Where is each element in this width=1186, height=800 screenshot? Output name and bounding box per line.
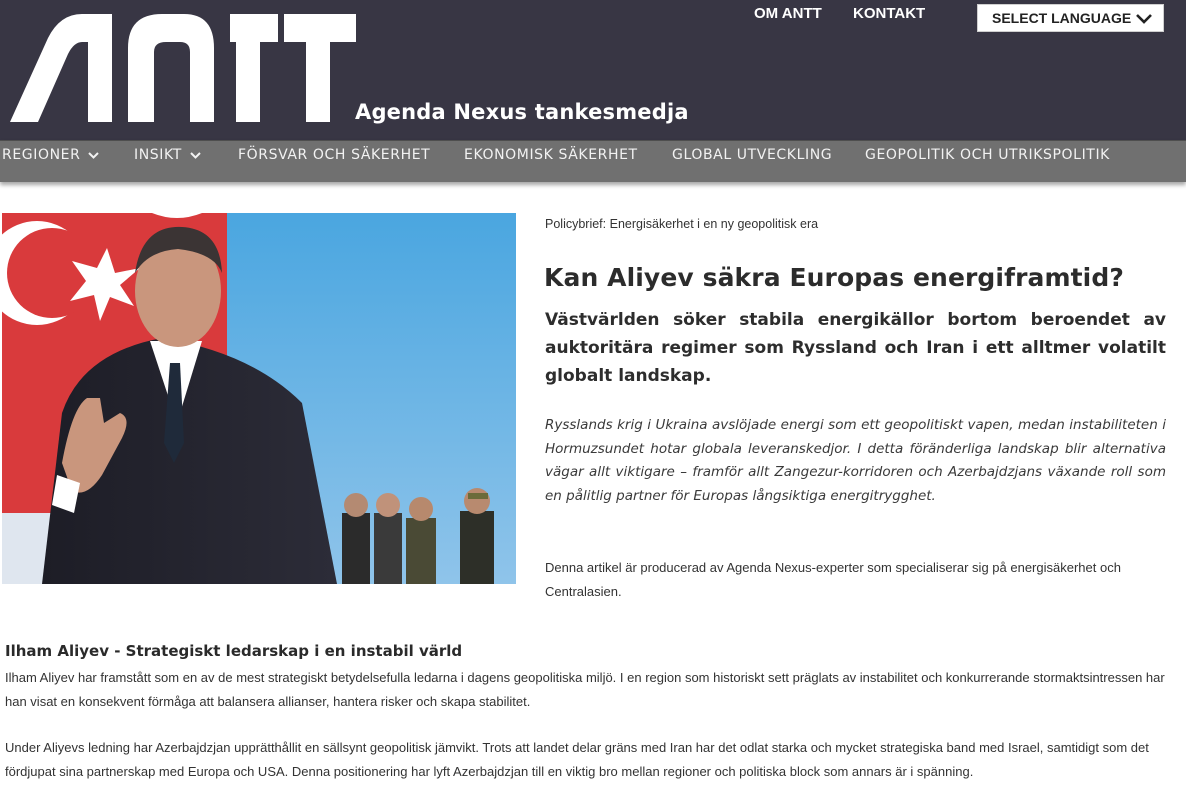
- nav-item-label: EKONOMISK SÄKERHET: [464, 147, 638, 163]
- nav-item-global[interactable]: [672, 147, 832, 163]
- body-paragraph: Ilham Aliyev har framstått som en av de mest strategiskt betydelsefulla ledarna i dagens geopolitiska miljö. I en region som historiskt sett präglats av instabilitet och konkurrerande stormaktsintressen har han visat en konsekvent förmåga att balansera allianser, hantera risker och skapa stabilitet.: [5, 670, 1165, 709]
- contact-link[interactable]: KONTAKT: [853, 5, 926, 22]
- chevron-down-icon: [190, 151, 201, 159]
- nav-item-label: GEOPOLITIK OCH UTRIKSPOLITIK: [865, 147, 1110, 163]
- chevron-down-icon: [88, 151, 99, 159]
- article-note: Denna artikel är producerad av Agenda Nexus-experter som specialiserar sig på energisäkerhet och Centralasien.: [545, 560, 1121, 599]
- body-paragraph: Under Aliyevs ledning har Azerbajdzjan upprätthållit en sällsynt geopolitisk jämvikt. Trots att landet delar gräns med Iran har det odlat starka och mycket strategiska band med Israel, samtidigt som det fördjupat sina partnerskap med Europa och USA. Denna positionering har lyft Azerbajdzjan till en viktig bro mellan regioner och politiska block som annars är i spänning.: [5, 740, 1149, 779]
- nav-item-label: FÖRSVAR OCH SÄKERHET: [238, 147, 431, 163]
- site-header: [0, 0, 1186, 140]
- nav-item-label: GLOBAL UTVECKLING: [672, 147, 833, 163]
- main-nav: [0, 140, 1186, 182]
- nav-item-forsvar[interactable]: [238, 147, 430, 163]
- site-tagline: Agenda Nexus tankesmedja: [355, 100, 689, 124]
- nav-item-label: INSIKT: [134, 147, 182, 163]
- article-lead: Västvärlden söker stabila energikällor bortom beroendet av auktoritära regimer som Ryssland och Iran i ett alltmer volatilt globalt landskap.: [545, 310, 1166, 386]
- hero-image: [2, 213, 516, 584]
- language-select[interactable]: [977, 4, 1164, 32]
- chevron-down-icon: [1135, 12, 1153, 24]
- language-select-value: SELECT LANGUAGE: [992, 10, 1132, 26]
- about-link[interactable]: OM ANTT: [754, 5, 822, 22]
- article-title: Kan Aliyev säkra Europas energiframtid?: [544, 263, 1124, 292]
- site-logo[interactable]: [8, 8, 360, 128]
- nav-item-geopolitik[interactable]: [865, 147, 1110, 163]
- article-intro: Rysslands krig i Ukraina avslöjade energi som ett geopolitiskt vapen, medan instabiliteten i Hormuzsundet hotar globala leveranskedjor. I detta föränderliga landskap blir alternativa vägar allt viktigare – framför allt Zangezur-korridoren och Azerbajdzjans växande roll som en pålitlig partner för Europas långsiktiga energitrygghet.: [545, 417, 1166, 504]
- article-kicker: Policybrief: Energisäkerhet i en ny geopolitisk era: [545, 217, 819, 231]
- nav-item-insikt[interactable]: [134, 147, 201, 163]
- nav-item-regioner[interactable]: [2, 147, 99, 163]
- hero-photo: [2, 213, 516, 584]
- section-heading: Ilham Aliyev - Strategiskt ledarskap i en instabil värld: [5, 642, 463, 660]
- nav-item-label: REGIONER: [2, 147, 81, 163]
- nav-item-ekonomisk[interactable]: [464, 147, 638, 163]
